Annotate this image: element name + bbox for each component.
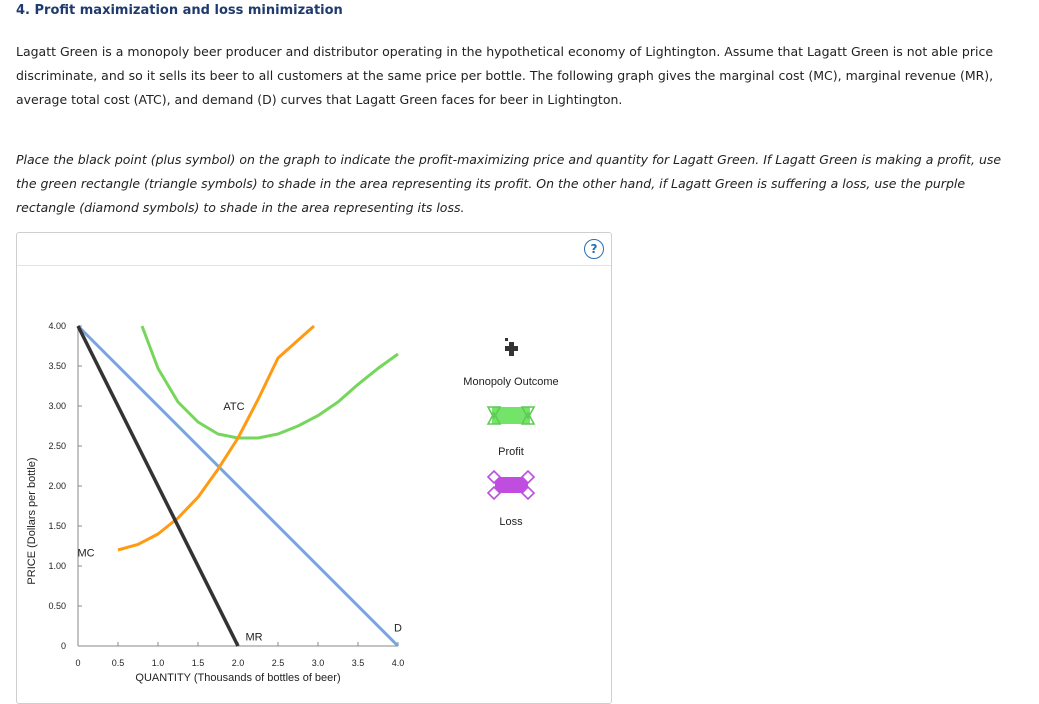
- x-tick-label: 1.5: [191, 658, 205, 668]
- graph-panel: [16, 232, 612, 704]
- y-tick-label: 2.50: [48, 441, 66, 451]
- help-icon[interactable]: ?: [584, 239, 604, 259]
- x-tick-label: 3.0: [311, 658, 325, 668]
- y-tick-label: 0.50: [48, 601, 66, 611]
- y-tick-label: 1.00: [48, 561, 66, 571]
- mc-curve-label: MC: [77, 547, 95, 560]
- loss-label: Loss: [499, 516, 523, 528]
- plus-icon: [505, 338, 518, 356]
- question-heading: 4. Profit maximization and loss minimization: [16, 3, 343, 18]
- x-tick-label: 4.0: [391, 658, 405, 668]
- profit-label: Profit: [498, 446, 524, 458]
- monopoly-outcome-tool[interactable]: [463, 338, 558, 388]
- x-tick-label: 0: [75, 658, 81, 668]
- y-tick-label: 3.50: [48, 361, 66, 371]
- loss-tool[interactable]: [488, 471, 534, 528]
- atc-curve-label: ATC: [223, 401, 245, 413]
- intro-paragraph: Lagatt Green is a monopoly beer producer and distributor operating in the hypothetical economy of Lightington. Assume that Lagatt Green is not able price discriminate, and so it sells its beer to all customers at the same price per bottle. The following graph gives the marginal cost (MC), marginal revenue (MR), average total cost (ATC), and demand (D) curves that Lagatt Green faces for beer in Lightington.: [16, 44, 994, 107]
- mr-curve: [78, 326, 238, 646]
- y-tick-label: 3.00: [48, 401, 66, 411]
- d-curve: [78, 326, 398, 646]
- monopoly-outcome-label: Monopoly Outcome: [463, 376, 559, 388]
- profit-tool[interactable]: [488, 407, 534, 458]
- x-tick-label: 2.0: [231, 658, 245, 668]
- legend: [463, 338, 558, 528]
- x-tick-label: 3.5: [351, 658, 365, 668]
- monopoly-graph[interactable]: [17, 233, 611, 695]
- loss-swatch: [495, 477, 528, 493]
- x-tick-label: 2.5: [271, 658, 285, 668]
- mr-curve-label: MR: [245, 631, 263, 644]
- instructions-paragraph: Place the black point (plus symbol) on the graph to indicate the profit-maximizing price and quantity for Lagatt Green. If Lagatt Green is making a profit, use the green rectangle (triangle symbols) to shade in the area representing its profit. On the other hand, if Lagatt Green is suffering a loss, use the purple rectangle (diamond symbols) to shade in the area representing its loss.: [16, 152, 1002, 215]
- y-tick-label: 2.00: [48, 481, 66, 491]
- mc-curve: [118, 326, 314, 550]
- y-tick-label: 1.50: [48, 521, 66, 531]
- y-tick-label: 0: [60, 641, 66, 651]
- x-tick-label: 0.5: [111, 658, 125, 668]
- y-tick-label: 4.00: [48, 321, 66, 331]
- d-curve-label: D: [394, 622, 402, 635]
- x-tick-label: 1.0: [151, 658, 165, 668]
- y-axis-label: PRICE (Dollars per bottle): [26, 457, 38, 585]
- atc-curve: [142, 326, 398, 438]
- x-axis-label: QUANTITY (Thousands of bottles of beer): [135, 672, 341, 684]
